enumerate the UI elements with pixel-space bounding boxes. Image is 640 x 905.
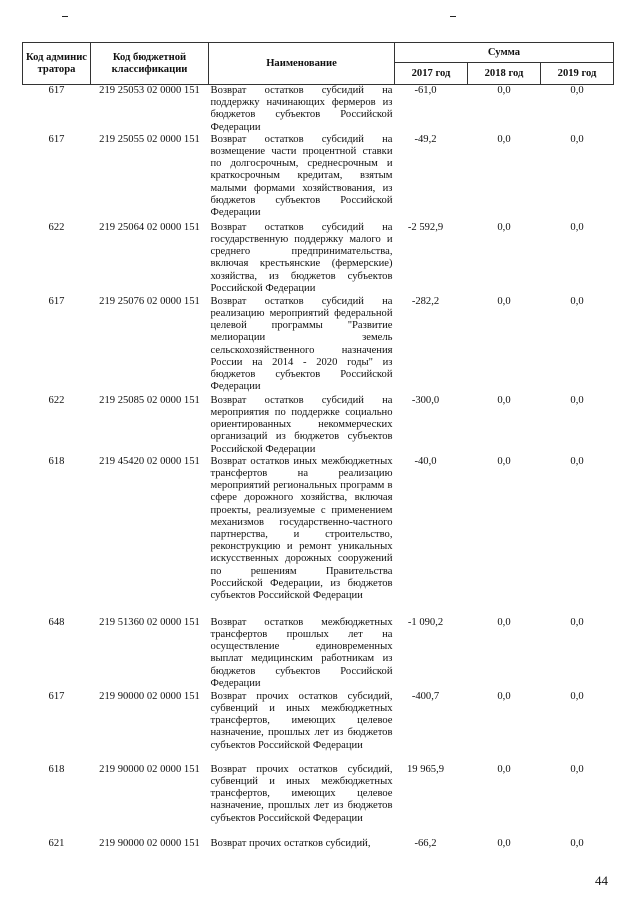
admin-code-cell: 622: [48, 221, 65, 233]
value-2019-cell: 0,0: [570, 616, 584, 628]
value-2017-cell: [395, 691, 468, 764]
table-row: [23, 456, 614, 617]
name-cell: Возврат остатков субсидий на мероприятия по поддержке социально ориентированных некоммерческих организаций из бюджетов субъектов Российской Федерации: [210, 394, 393, 455]
value-2019-cell: 0,0: [570, 221, 584, 233]
value-2018-cell: 0,0: [497, 690, 511, 702]
value-2017: -66,2: [414, 837, 437, 849]
name-cell: Возврат остатков субсидий на возмещение части процентной ставки по долгосрочным, среднесрочным и краткосрочным кредитам, взятым малыми формами хозяйствования, из бюджетов субъектов Российской Федерации: [210, 133, 393, 219]
header-year-2019: 2019 год: [541, 63, 614, 85]
budget-code-cell: 219 25076 02 0000 151: [99, 295, 200, 307]
value-2018-cell: 0,0: [497, 295, 511, 307]
admin-code-cell: 618: [48, 763, 65, 775]
admin-code-cell: 617: [48, 133, 65, 145]
value-2017-cell: [395, 764, 468, 838]
name-cell: Возврат прочих остатков субсидий, субвенций и иных межбюджетных трансфертов, имеющих целевое назначение, прошлых лет из бюджетов субъектов Российской Федерации: [210, 690, 393, 751]
name-cell: Возврат остатков иных межбюджетных трансфертов на реализацию мероприятий региональных программ в сфере дорожного хозяйства, включая проекты, реализуемые с применением механизмов государственно-частного партнерства, и строительство, реконструкцию и ремонт уникальных искусственных дорожных сооружений по решениям Правительства Российской Федерации, из бюджетов субъектов Российской Федерации: [210, 455, 393, 602]
budget-code-cell: 219 90000 02 0000 151: [99, 690, 200, 702]
value-2019-cell: 0,0: [570, 133, 584, 145]
table-row: [23, 395, 614, 456]
value-2017-cell: [395, 85, 468, 134]
admin-code-cell: 618: [48, 455, 65, 467]
name-cell: Возврат прочих остатков субсидий,: [210, 837, 371, 849]
value-2018-cell: 0,0: [497, 133, 511, 145]
value-2017: -61,0: [414, 85, 437, 96]
value-2017: 19 965,9: [406, 763, 445, 775]
value-2017-cell: [395, 838, 468, 852]
scan-mark-left: [62, 16, 68, 17]
name-cell: Возврат остатков субсидий на реализацию мероприятий федеральной целевой программы "Развитие мелиорации земель сельскохозяйственного назначения России на 2014 - 2020 годы" из бюджетов субъектов Российской Федерации: [210, 295, 393, 393]
value-2017-cell: [395, 395, 468, 456]
value-2017: -40,0: [414, 455, 437, 467]
value-2018-cell: 0,0: [497, 763, 511, 775]
value-2018-cell: 0,0: [497, 616, 511, 628]
budget-code-cell: 219 51360 02 0000 151: [99, 616, 200, 628]
value-2019-cell: 0,0: [570, 763, 584, 775]
value-2018-cell: 0,0: [497, 455, 511, 467]
value-2018-cell: 0,0: [497, 394, 511, 406]
admin-code-cell: 617: [48, 690, 65, 702]
header-sum: Сумма: [395, 43, 614, 63]
value-2017-cell: [395, 456, 468, 617]
name-cell: Возврат прочих остатков субсидий, субвенций и иных межбюджетных трансфертов, имеющих целевое назначение, прошлых лет из бюджетов субъектов Российской Федерации: [210, 763, 393, 824]
value-2018-cell: 0,0: [497, 221, 511, 233]
admin-code-cell: 617: [48, 85, 65, 96]
name-cell: Возврат остатков межбюджетных трансфертов прошлых лет на осуществление единовременных выплат медицинским работникам из бюджетов субъектов Российской Федерации: [210, 616, 393, 689]
budget-code-cell: 219 25064 02 0000 151: [99, 221, 200, 233]
value-2017: -1 090,2: [407, 616, 444, 628]
table-row: [23, 134, 614, 222]
value-2018-cell: 0,0: [497, 85, 511, 96]
admin-code-cell: 622: [48, 394, 65, 406]
name-cell: Возврат остатков субсидий на государственную поддержку малого и среднего предпринимательства, включая крестьянские (фермерские) хозяйства, из бюджетов субъектов Российской Федерации: [210, 221, 393, 294]
value-2019-cell: 0,0: [570, 837, 584, 849]
value-2017-cell: [395, 222, 468, 296]
name-cell: Возврат остатков субсидий на поддержку начинающих фермеров из бюджетов субъектов Российской Федерации: [210, 85, 393, 133]
value-2018-cell: 0,0: [497, 837, 511, 849]
value-2017: -400,7: [411, 690, 440, 702]
header-admin-code: Код админис тратора: [23, 43, 91, 85]
value-2017-cell: [395, 296, 468, 395]
budget-code-cell: 219 90000 02 0000 151: [99, 763, 200, 775]
value-2017-cell: [395, 134, 468, 222]
header-year-2017: 2017 год: [395, 63, 468, 85]
header-budget-code: Код бюджетной классификации: [91, 43, 209, 85]
value-2017: -300,0: [411, 394, 440, 406]
table-row: [23, 691, 614, 764]
admin-code-cell: 617: [48, 295, 65, 307]
table-row: [23, 85, 614, 134]
value-2017-cell: [395, 617, 468, 691]
value-2019-cell: 0,0: [570, 295, 584, 307]
value-2019-cell: 0,0: [570, 455, 584, 467]
value-2019-cell: 0,0: [570, 394, 584, 406]
budget-code-cell: 219 45420 02 0000 151: [99, 455, 200, 467]
table-row: [23, 296, 614, 395]
scan-mark-right: [450, 16, 456, 17]
budget-code-cell: 219 90000 02 0000 151: [99, 837, 200, 849]
value-2019-cell: 0,0: [570, 690, 584, 702]
budget-code-cell: 219 25085 02 0000 151: [99, 394, 200, 406]
value-2019-cell: 0,0: [570, 85, 584, 96]
value-2017: -49,2: [414, 133, 437, 145]
budget-table: [22, 42, 614, 852]
budget-code-cell: 219 25055 02 0000 151: [99, 133, 200, 145]
budget-code-cell: 219 25053 02 0000 151: [99, 85, 200, 96]
page-number: 44: [595, 873, 608, 888]
table-row: [23, 617, 614, 691]
value-2017: -282,2: [411, 295, 440, 307]
value-2017: -2 592,9: [407, 221, 444, 233]
table-row: [23, 764, 614, 838]
header-year-2018: 2018 год: [468, 63, 541, 85]
header-name: Наименование: [209, 43, 395, 85]
admin-code-cell: 621: [48, 837, 65, 849]
admin-code-cell: 648: [48, 616, 65, 628]
table-row: [23, 222, 614, 296]
table-row: [23, 838, 614, 852]
